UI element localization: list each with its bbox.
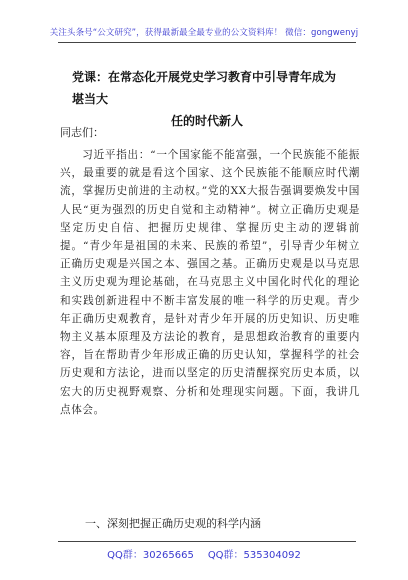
qq-group-2: QQ群：535304092 <box>207 550 301 561</box>
section-heading: 一、深刻把握正确历史观的科学内涵 <box>85 517 261 530</box>
document-title <box>72 66 342 132</box>
header-divider <box>58 42 356 43</box>
salutation: 同志们： <box>60 126 104 139</box>
footer-contacts <box>0 546 408 561</box>
qq-group-1: QQ群：30265665 <box>107 550 194 561</box>
body-paragraph: 习近平指出：“一个国家能不能富强，一个民族能不能振兴，最重要的就是看这个国家、这个民族能不能顺应时代潮流，掌握历史前进的主动权。”党的XX大报告强调要焕发中国人民“更为强烈的历史自觉和主动精神”。树立正确历史观是坚定历史自信、把握历史规律、掌握历史主动的逻辑前提。“青少年是祖国的未来、民族的希望”，引导青少年树立正确历史观是兴国之本、强国之基。正确历史观是以马克思主义历史观为理论基础，在马克思主义中国化时代化的理论和实践创新进程中不断丰富发展的唯一科学的历史观。青少年正确历史观教育，是针对青少年开展的历史知识、历史唯物主义基本原理及方法论的教育，是思想政治教育的重要内容，旨在帮助青少年形成正确的历史认知，掌握科学的社会历史观和方法论，进而以坚定的历史清醒探究历史本质，以宏大的历史视野观察、分析和处理现实问题。下面，我讲几点体会。 <box>60 149 360 416</box>
header-banner: 关注头条号“公文研究”，获得最新最全最专业的公文资料库！ 微信：gongwenyj <box>49 28 359 38</box>
body-text <box>60 146 360 419</box>
title-line-1: 党课：在常态化开展党史学习教育中引导青年成为堪当大 <box>72 70 337 106</box>
title-line-2: 任的时代新人 <box>170 114 243 128</box>
footer-divider <box>58 541 356 542</box>
